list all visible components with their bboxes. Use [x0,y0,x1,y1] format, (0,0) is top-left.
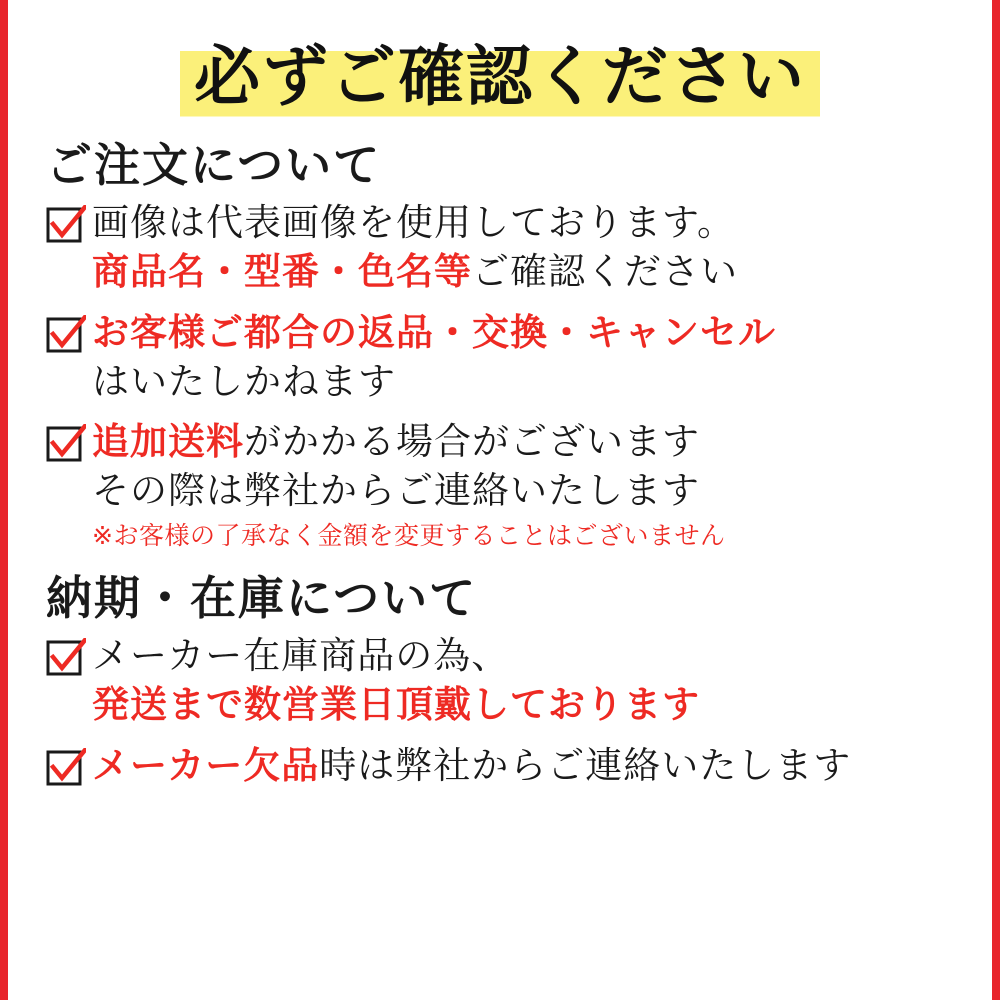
list-item-line1-black: がかかる場合がございます [244,420,700,464]
list-item-line1-red: メーカー欠品 [92,743,320,787]
list-item [46,199,958,297]
checkbox-checked-icon [46,748,86,788]
list-item-line1 [92,418,958,467]
list-item-line2: 発送まで数営業日頂戴しております [92,683,700,727]
list-item-text [92,418,958,553]
list-item-line2: はいたしかねます [92,359,396,403]
checkbox-checked-icon [46,205,86,245]
list-item [46,309,958,407]
list-item-text [92,309,958,407]
list-item-line2-red: 商品名・型番・色名等 [92,249,472,293]
checkbox-checked-icon [46,315,86,355]
list-item-line2: その際は弊社からご連絡いたします [92,469,700,513]
list-item [46,418,958,553]
list-item-text [92,632,958,730]
list-item-note: ※お客様の了承なく金額を変更することはございません [92,521,726,551]
list-item-line1-black: 時は弊社からご連絡いたします [319,743,852,787]
section-heading-delivery: 納期・在庫について [46,571,478,626]
checkbox-checked-icon [46,638,86,678]
list-item-line1: お客様ご都合の返品・交換・キャンセル [92,310,776,354]
title-block [42,38,958,120]
checkbox-checked-icon [46,424,86,464]
list-item [46,742,958,791]
list-item-line2-black: ご確認ください [472,249,738,293]
list-item-text [92,199,958,297]
section-heading-orders: ご注文について [46,137,382,192]
page-title: 必ずご確認ください [180,38,820,120]
list-item-line1 [92,742,958,791]
list-item-line1: 画像は代表画像を使用しております。 [92,201,736,245]
list-item-line1: メーカー在庫商品の為、 [92,634,510,678]
list-item-line2 [92,248,958,297]
list-item [46,632,958,730]
notice-content [8,0,992,1000]
list-item-text [92,742,958,791]
list-item-line1-red: 追加送料 [92,420,244,464]
